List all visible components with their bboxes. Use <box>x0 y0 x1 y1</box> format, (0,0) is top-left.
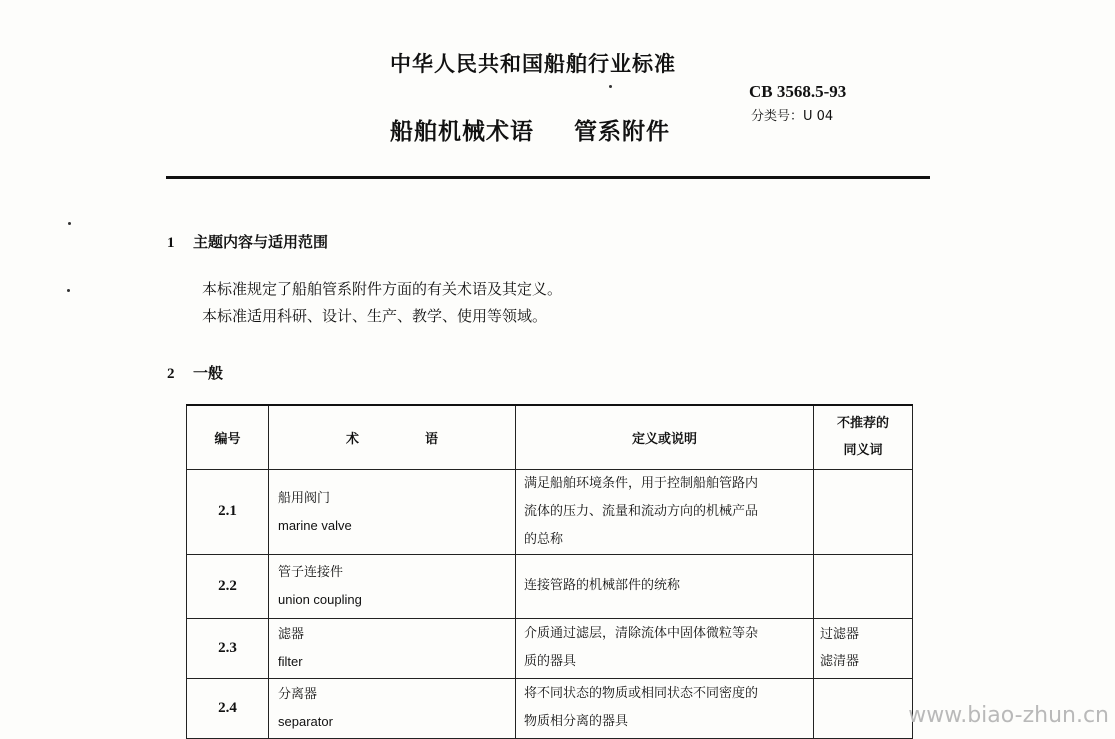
term-number: 2.3 <box>187 618 269 678</box>
definition-cell: 将不同状态的物质或相同状态不同密度的 物质相分离的器具 <box>516 678 814 738</box>
section-number: 2 <box>167 366 175 382</box>
synonym-cell <box>814 554 913 618</box>
table-row <box>187 469 913 554</box>
synonym-cell: 过滤器 滤清器 <box>814 618 913 678</box>
title-part-1: 船舶机械术语 <box>390 119 534 145</box>
section-1-paragraph: 本标准适用科研、设计、生产、教学、使用等领域。 <box>202 307 548 325</box>
term-cell: 滤器 filter <box>269 618 516 678</box>
section-1-paragraph: 本标准规定了船舶管系附件方面的有关术语及其定义。 <box>202 280 563 298</box>
standard-code: CB 3568.5-93 <box>749 82 847 101</box>
definition-cell: 介质通过滤层，清除流体中固体微粒等杂 质的器具 <box>516 618 814 678</box>
term-number: 2.1 <box>187 469 269 554</box>
header-synonym: 不推荐的 同义词 <box>814 405 913 469</box>
term-cell: 分离器 separator <box>269 678 516 738</box>
synonym-cell <box>814 469 913 554</box>
document-title <box>390 113 670 146</box>
synonym-cell <box>814 678 913 738</box>
terms-table <box>186 404 913 739</box>
watermark: www.biao-zhun.cn <box>908 703 1109 728</box>
definition-cell: 满足船舶环境条件，用于控制船舶管路内 流体的压力、流量和流动方向的机械产品 的总称 <box>516 469 814 554</box>
table-row <box>187 554 913 618</box>
header-term: 术 语 <box>269 405 516 469</box>
title-part-2: 管系附件 <box>574 119 670 145</box>
table-header-row <box>187 405 913 469</box>
term-number: 2.2 <box>187 554 269 618</box>
classification-number: 分类号：U 04 <box>751 109 834 124</box>
scan-speck <box>67 289 70 292</box>
section-2-heading <box>167 362 223 383</box>
definition-cell: 连接管路的机械部件的统称 <box>516 554 814 618</box>
section-title: 主题内容与适用范围 <box>193 233 329 251</box>
header-divider <box>166 176 930 179</box>
org-title: 中华人民共和国船舶行业标准 <box>390 52 676 76</box>
table-row <box>187 618 913 678</box>
term-cell: 管子连接件 union coupling <box>269 554 516 618</box>
term-number: 2.4 <box>187 678 269 738</box>
section-number: 1 <box>167 235 175 251</box>
table-row <box>187 678 913 738</box>
header-number: 编号 <box>187 405 269 469</box>
header-definition: 定义或说明 <box>516 405 814 469</box>
section-1-heading <box>167 231 328 252</box>
term-cell: 船用阀门 marine valve <box>269 469 516 554</box>
scan-speck <box>68 222 71 225</box>
section-title: 一般 <box>193 364 224 382</box>
scan-speck <box>609 85 612 88</box>
